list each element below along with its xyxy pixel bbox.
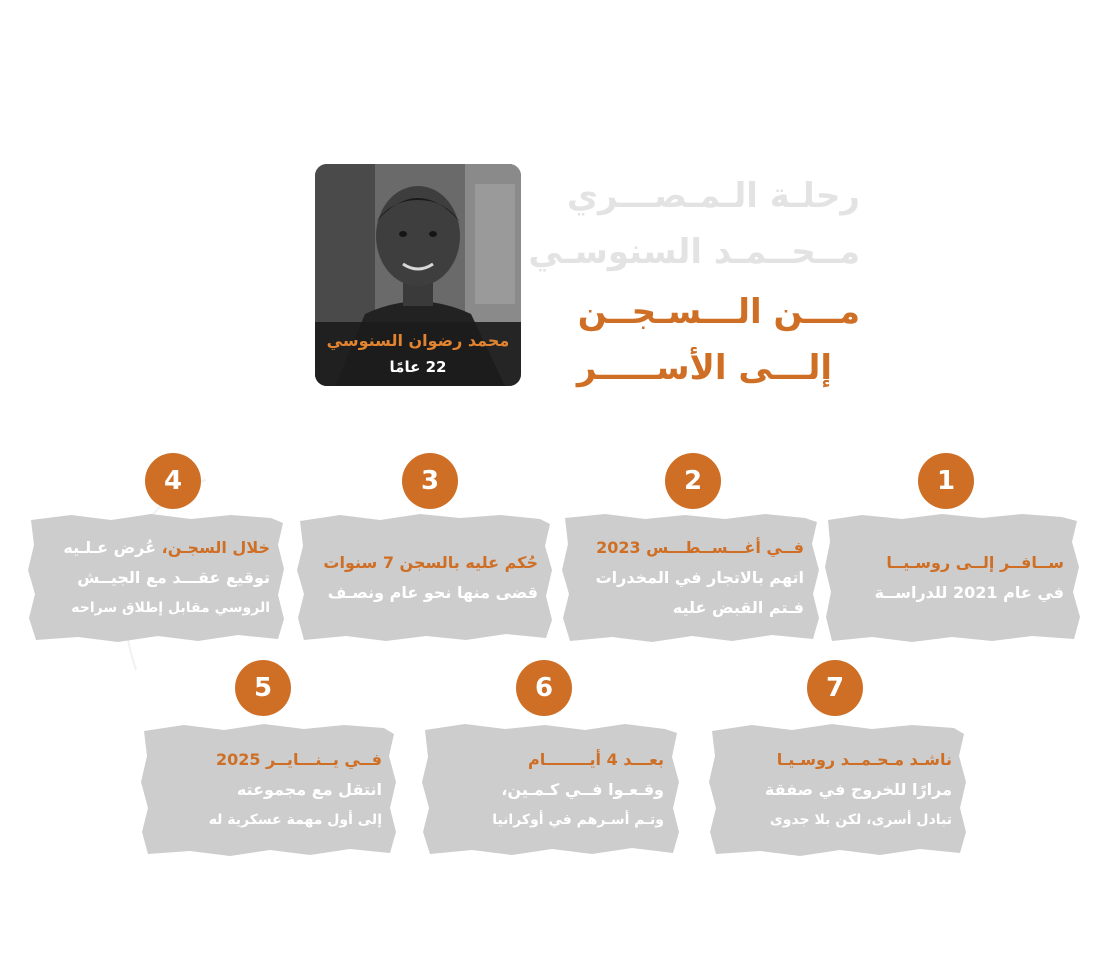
- step-5-line-2: إلى أول مهمة عسكرية له: [208, 812, 382, 828]
- step-7-heading: ناشـد مـحـمــد روسـيـا: [776, 750, 952, 769]
- step-2-line-2: فـتم القبض عليه: [672, 598, 804, 617]
- step-4-number: 4: [145, 453, 201, 509]
- step-6-number: 6: [516, 660, 572, 716]
- step-7-line-2: تبادل أسرى، لكن بلا جدوى: [769, 812, 952, 828]
- step-4-heading-rest: عُرض عـلـيه: [63, 538, 162, 557]
- title-line-2: مــحــمـد السنوسـي: [528, 232, 860, 272]
- step-1-card: [822, 512, 1082, 644]
- step-2-number: 2: [665, 453, 721, 509]
- step-4-heading: [40, 533, 270, 563]
- step-4-line-1: توقيع عقـــد مع الجيــش: [77, 568, 270, 587]
- step-6-line-2: وتـم أسـرهم في أوكرانيا: [492, 812, 664, 828]
- step-6-line-1: وقـعـوا فــي كـمـين،: [501, 780, 664, 799]
- profile-photo: [315, 164, 521, 386]
- page-title: [528, 168, 860, 396]
- step-3-line-1: قضى منها نحو عام ونصـف: [327, 583, 538, 602]
- profile-age: 22 عامًا: [389, 358, 447, 376]
- title-line-1: رحلـة الـمـصـــري: [566, 176, 860, 216]
- step-7-card: [706, 722, 970, 858]
- step-1-number: 1: [918, 453, 974, 509]
- step-7-line-1: مرارًا للخروج في صفقة: [764, 780, 952, 799]
- step-2-heading: فــي أغـــســطـــس 2023: [596, 538, 804, 557]
- step-5-number: 5: [235, 660, 291, 716]
- step-3-heading: حُكم عليه بالسجن 7 سنوات: [323, 553, 538, 572]
- step-4-line-2: الروسي مقابل إطلاق سراحه: [71, 600, 270, 616]
- title-line-4: إلـــى الأســـــر: [576, 348, 832, 388]
- step-6-card: [420, 722, 682, 858]
- step-4-heading-highlight: خلال السجـن،: [161, 538, 270, 557]
- step-5-card: [138, 722, 400, 858]
- step-5-line-1: انتقل مع مجموعته: [236, 780, 382, 799]
- profile-caption: [315, 322, 521, 386]
- title-line-3: مـــن الـــسـجــن: [577, 292, 860, 332]
- step-3-card: [294, 512, 556, 644]
- step-7-number: 7: [807, 660, 863, 716]
- step-5-heading: فــي يــنـــايــر 2025: [215, 750, 382, 769]
- step-2-card: [560, 512, 822, 644]
- step-1-line-1: في عام 2021 للدراســة: [874, 583, 1064, 602]
- profile-name: محمد رضوان السنوسي: [326, 331, 510, 350]
- step-3-number: 3: [402, 453, 458, 509]
- step-1-heading: ســافــر إلــى روسـيــا: [886, 553, 1064, 572]
- step-2-line-1: اتهم بالاتجار في المخدرات: [595, 568, 804, 587]
- step-6-heading: بعـــد 4 أيــــــــام: [528, 750, 664, 769]
- step-4-card: [26, 512, 288, 644]
